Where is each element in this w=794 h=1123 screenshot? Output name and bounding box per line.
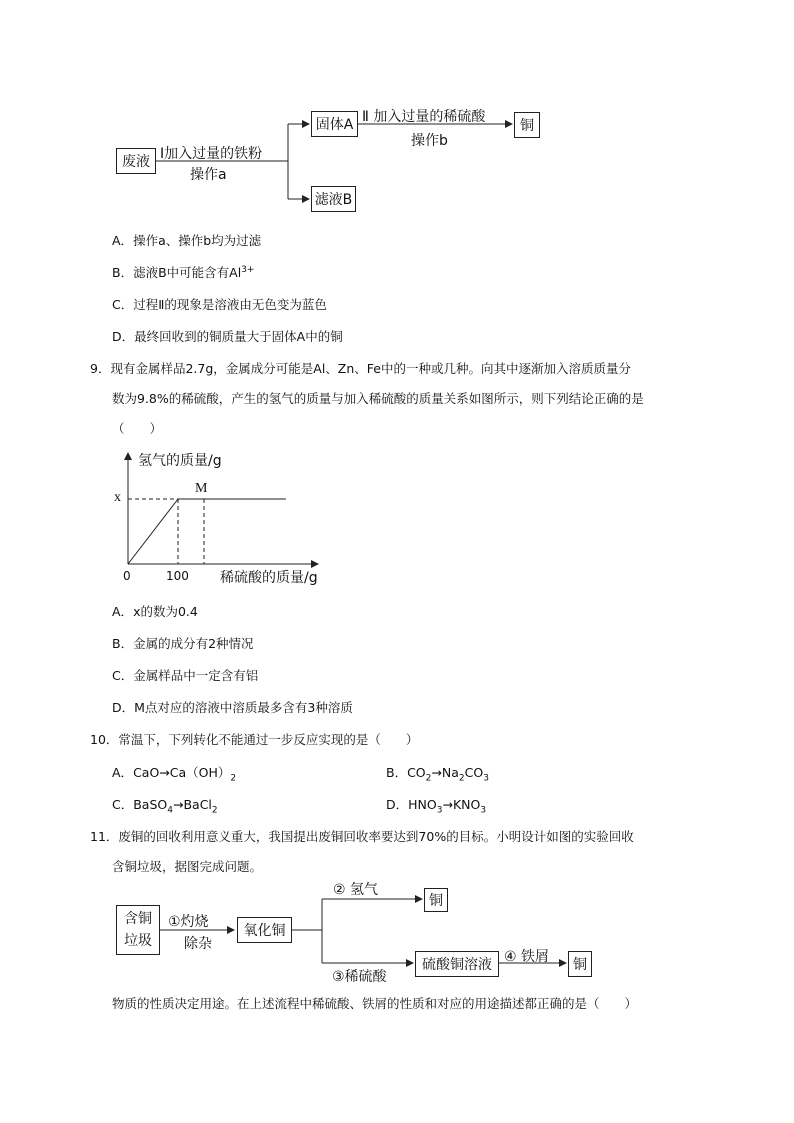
q8-option-a: A．操作a、操作b均为过滤 [112, 233, 262, 248]
step3-acid-label: ③稀硫酸 [332, 969, 387, 985]
waste-liquid-box: 废液 [116, 148, 156, 174]
graph-x-tick-100: 100 [166, 569, 189, 583]
q9-option-b: B．金属的成分有2种情况 [112, 636, 254, 651]
q9-option-d: D．M点对应的溶液中溶质最多含有3种溶质 [112, 700, 353, 715]
graph-point-m: M [195, 481, 208, 496]
q11-stem-line2: 含铜垃圾，据图完成问题。 [112, 859, 263, 874]
step4-iron-label: ④ 铁屑 [504, 949, 550, 965]
operation-a-label: 操作a [190, 167, 227, 183]
q11-footer: 物质的性质决定用途。在上述流程中稀硫酸、铁屑的性质和对应的用途描述都正确的是（ ） [112, 996, 638, 1011]
operation-b-label: 操作b [411, 133, 448, 149]
graph-y-label: 氢气的质量/g [138, 453, 222, 469]
q8-option-d: D．最终回收到的铜质量大于固体A中的铜 [112, 329, 343, 344]
q10-option-b: B．$CO_2\to Na_2CO_3$ [386, 765, 489, 784]
filtrate-b-box: 滤液B [311, 186, 356, 212]
copper-oxide-box: 氧化铜 [237, 917, 292, 943]
copper-sulfate-box: 硫酸铜溶液 [415, 951, 499, 977]
graph-y-tick-x: x [114, 490, 121, 505]
solid-a-box: 固体A [311, 111, 358, 137]
garbage-box: 含铜 垃圾 [116, 905, 160, 955]
graph-x-label: 稀硫酸的质量/g [220, 570, 318, 586]
q9-stem-line1: 9．现有金属样品2.7g，金属成分可能是Al、Zn、Fe中的一种或几种。向其中逐渐加入溶质质量分 [90, 361, 631, 376]
q9-answer-blank: （ ） [112, 421, 163, 436]
copper-box-1: 铜 [424, 888, 448, 912]
q9-option-c: C．金属样品中一定含有铝 [112, 668, 259, 683]
q10-option-a: A．$CaO\to Ca(OH)_2$ [112, 765, 237, 784]
q8-option-b: B．滤液B中可能含有$Al^{3+}$ [112, 264, 255, 280]
q10-stem: 10．常温下，下列转化不能通过一步反应实现的是（ ） [90, 732, 419, 747]
step1-burn-label: ①灼烧 [168, 914, 209, 930]
step2-hydrogen-label: ② 氢气 [333, 882, 379, 898]
q10-option-c: C．BaSO$_4$→BaCl$_2$ [112, 797, 218, 816]
q9-option-a: A．x的数为0.4 [112, 604, 198, 619]
step1-remove-label: 除杂 [184, 936, 212, 952]
q9-stem-line2: 数为9.8%的稀硫酸，产生的氢气的质量与加入稀硫酸的质量关系如图所示，则下列结论正确的是 [112, 391, 644, 406]
q11-stem-line1: 11．废铜的回收利用意义重大，我国提出废铜回收率要达到70%的目标。小明设计如图的实验回收 [90, 829, 634, 844]
copper-box-2: 铜 [568, 951, 592, 977]
step2-label: Ⅱ 加入过量的稀硫酸 [362, 109, 486, 125]
q8-option-c: C．过程Ⅱ的现象是溶液由无色变为蓝色 [112, 297, 327, 312]
copper-box: 铜 [514, 112, 540, 138]
graph-x-tick-0: 0 [123, 569, 131, 583]
step1-label: Ⅰ加入过量的铁粉 [160, 146, 263, 162]
q10-option-d: D．$HNO_3\to KNO_3$ [386, 797, 487, 816]
